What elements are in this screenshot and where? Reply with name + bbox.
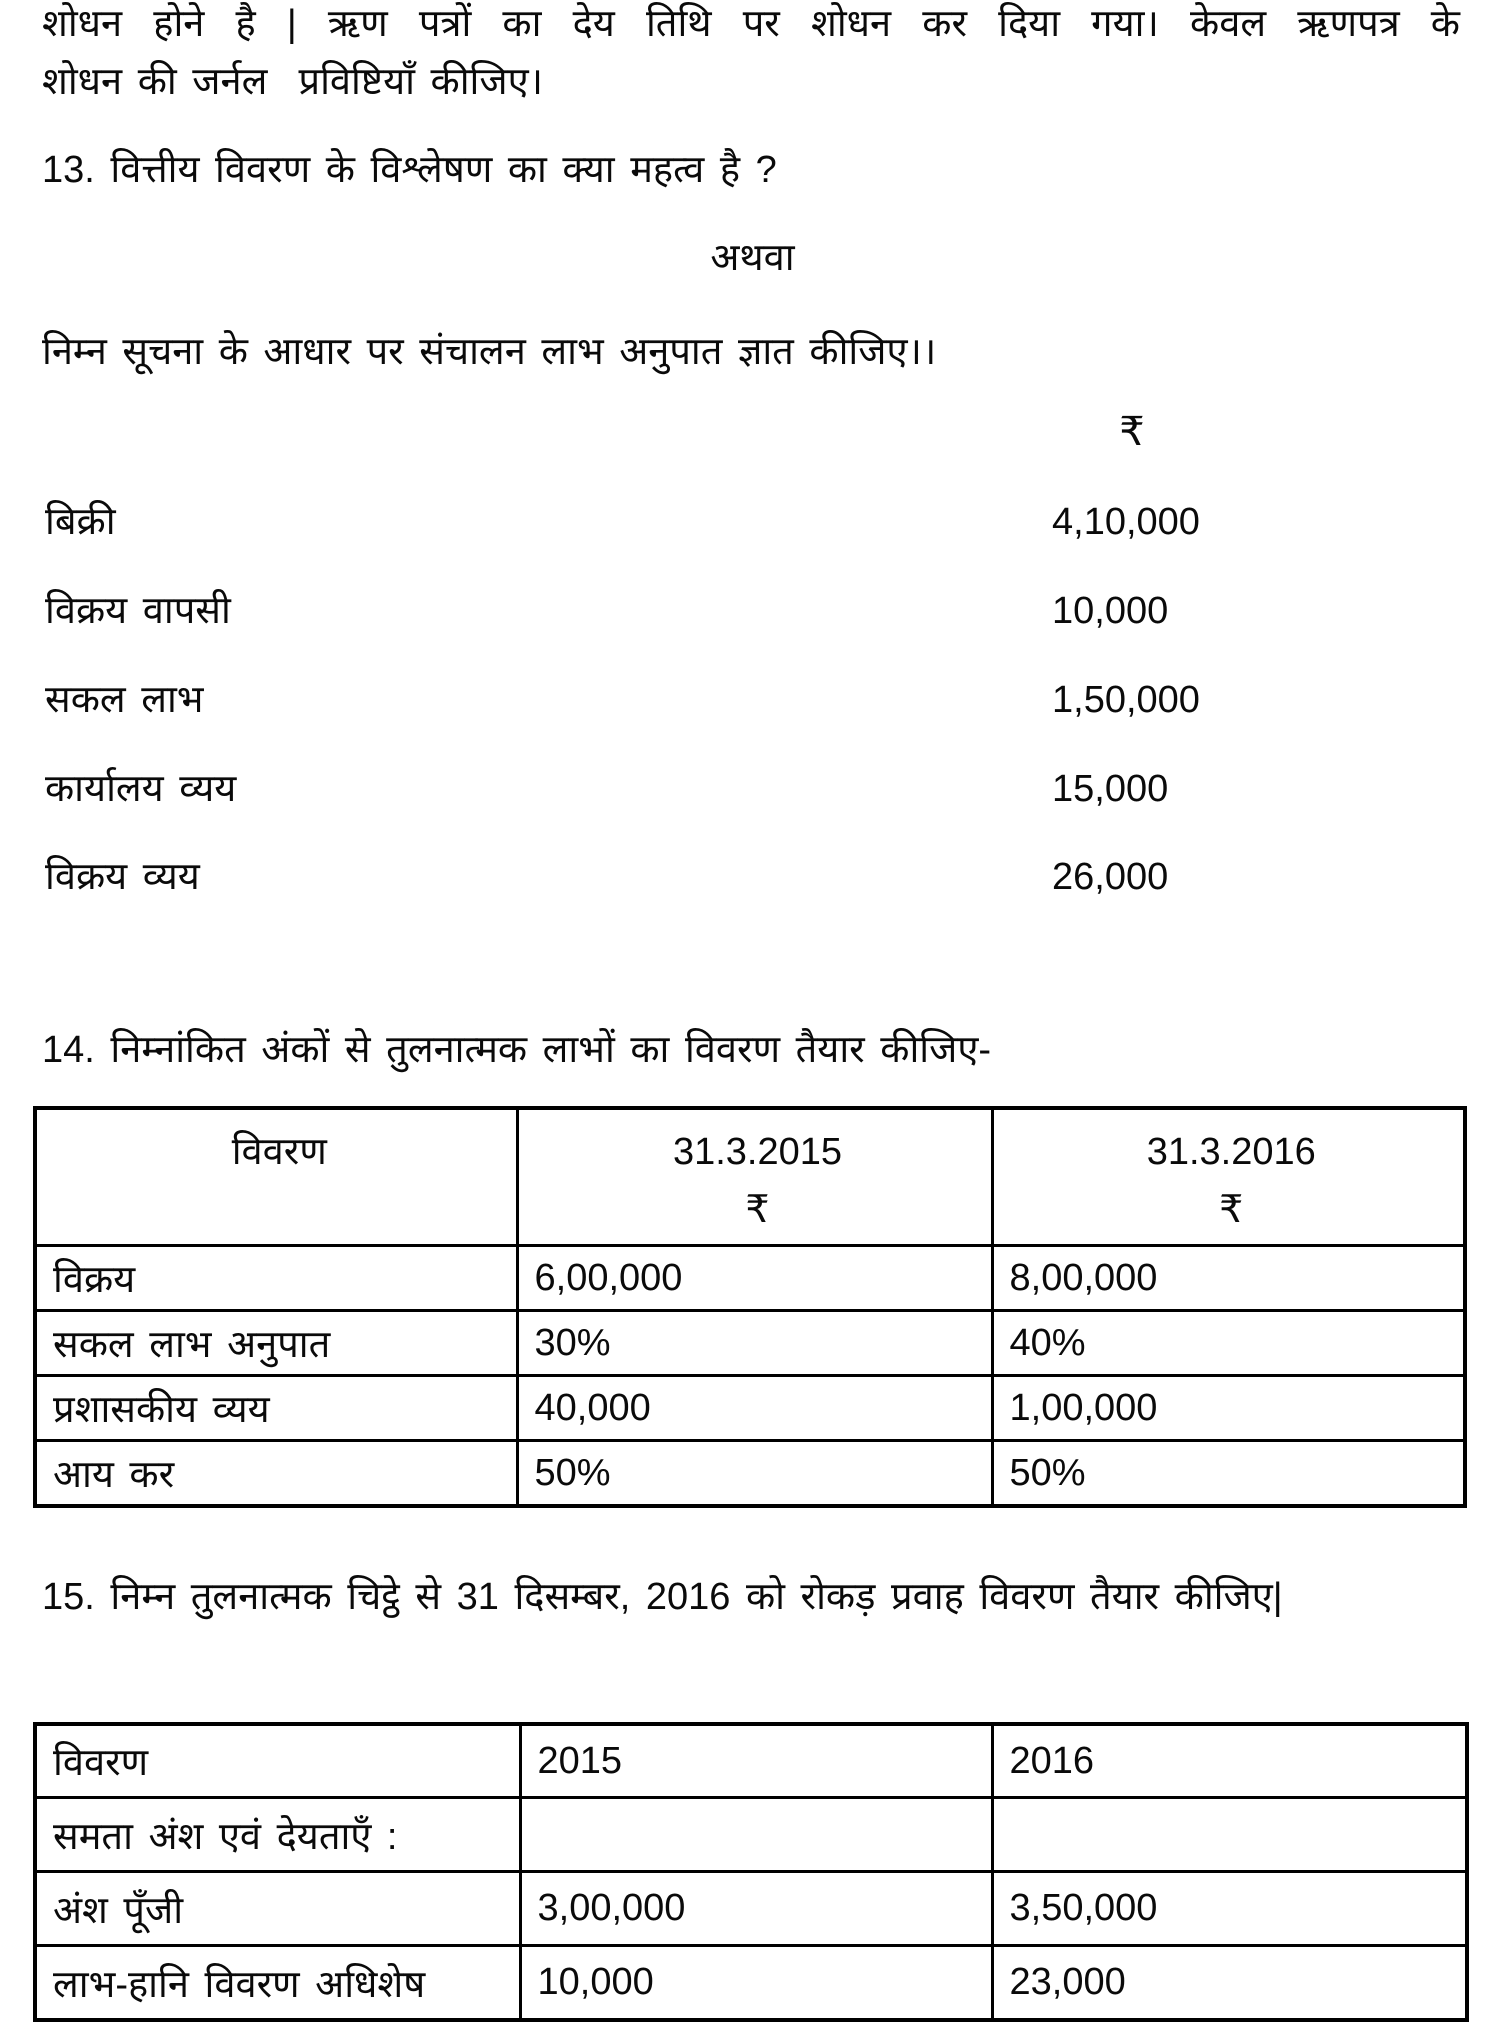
figures-row-value: 26,000 — [1052, 856, 1169, 898]
figures-row-value: 15,000 — [1052, 768, 1169, 810]
figures-row-label: विक्रय व्यय — [45, 856, 200, 898]
table-header-row — [35, 1108, 1465, 1246]
figures-row-label: सकल लाभ — [45, 679, 204, 721]
row-label: सकल लाभ अनुपात — [35, 1311, 517, 1376]
row-value-2016: 8,00,000 — [992, 1246, 1465, 1311]
question-15-heading: 15. निम्न तुलनात्मक चिट्ठे से 31 दिसम्बर, 2016 को रोकड़ प्रवाह विवरण तैयार कीजिए| — [42, 1576, 1283, 1618]
header-2016-rupee-symbol: ₹ — [1219, 1189, 1244, 1231]
row-value-2016: 1,00,000 — [992, 1376, 1465, 1441]
row-value-2015: 10,000 — [520, 1946, 992, 2021]
header-particulars: विवरण — [35, 1108, 517, 1246]
row-value-2015: 40,000 — [517, 1376, 992, 1441]
row-value-2016: 40% — [992, 1311, 1465, 1376]
rupee-symbol: ₹ — [1119, 410, 1145, 454]
comparative-balance-sheet-table — [33, 1722, 1469, 2022]
table-row — [35, 1376, 1465, 1441]
header-2015 — [517, 1108, 992, 1246]
row-value-2015: 3,00,000 — [520, 1872, 992, 1946]
figures-row-value: 10,000 — [1052, 590, 1169, 632]
row-label: आय कर — [35, 1441, 517, 1507]
header-2015: 2015 — [520, 1724, 992, 1798]
question-13-alt-question: निम्न सूचना के आधार पर संचालन लाभ अनुपात ज्ञात कीजिए।। — [42, 331, 937, 373]
table-row — [35, 1246, 1465, 1311]
figures-row-value: 1,50,000 — [1052, 679, 1200, 721]
figures-row-office-expenses — [0, 766, 1505, 812]
table-row — [35, 1311, 1465, 1376]
header-2015-rupee-symbol: ₹ — [745, 1189, 770, 1231]
row-label: अंश पूँजी — [35, 1872, 520, 1946]
header-2016: 2016 — [992, 1724, 1467, 1798]
intro-paragraph-line2: शोधन की जर्नल प्रविष्टियाँ कीजिए। — [42, 61, 543, 103]
intro-paragraph-line1: शोधन होने है | ऋण पत्रों का देय तिथि पर शोधन कर दिया गया। केवल ऋणपत्र के — [42, 3, 1460, 45]
row-value-2015 — [520, 1798, 992, 1872]
or-separator: अथवा — [710, 237, 795, 279]
row-label: विक्रय — [35, 1246, 517, 1311]
table-row — [35, 1798, 1467, 1872]
table-header-row — [35, 1724, 1467, 1798]
figures-row-gross-profit — [0, 677, 1505, 723]
row-value-2016 — [992, 1798, 1467, 1872]
table-row — [35, 1872, 1467, 1946]
header-2015-date: 31.3.2015 — [672, 1131, 843, 1173]
table-row — [35, 1946, 1467, 2021]
figures-row-sales-return — [0, 588, 1505, 634]
row-value-2015: 50% — [517, 1441, 992, 1507]
comparative-profit-table — [33, 1106, 1467, 1508]
row-value-2016: 3,50,000 — [992, 1872, 1467, 1946]
header-2016 — [992, 1108, 1465, 1246]
figures-row-label: कार्यालय व्यय — [45, 768, 237, 810]
figures-row-label: बिक्री — [45, 501, 116, 543]
question-13-heading: 13. वित्तीय विवरण के विश्लेषण का क्या महत्व है ? — [42, 149, 777, 191]
row-label: लाभ-हानि विवरण अधिशेष — [35, 1946, 520, 2021]
row-value-2015: 6,00,000 — [517, 1246, 992, 1311]
row-value-2016: 50% — [992, 1441, 1465, 1507]
row-label: समता अंश एवं देयताएँ : — [35, 1798, 520, 1872]
figures-row-selling-expenses — [0, 854, 1505, 900]
table-row — [35, 1441, 1465, 1507]
row-label: प्रशासकीय व्यय — [35, 1376, 517, 1441]
header-2016-date: 31.3.2016 — [1146, 1131, 1316, 1173]
header-particulars: विवरण — [35, 1724, 520, 1798]
row-value-2016: 23,000 — [992, 1946, 1467, 2021]
figures-row-label: विक्रय वापसी — [45, 590, 231, 632]
row-value-2015: 30% — [517, 1311, 992, 1376]
question-14-heading: 14. निम्नांकित अंकों से तुलनात्मक लाभों का विवरण तैयार कीजिए- — [42, 1029, 992, 1071]
figures-row-value: 4,10,000 — [1052, 501, 1200, 543]
figures-row-sales — [0, 499, 1505, 545]
